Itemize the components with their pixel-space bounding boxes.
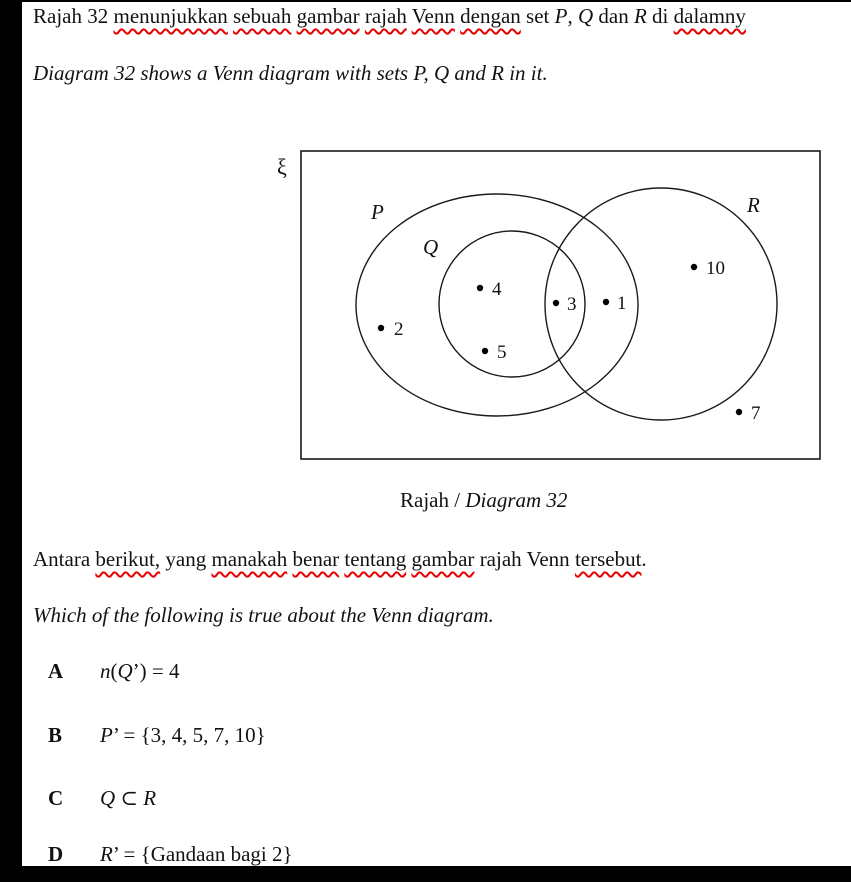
element-label: 2 bbox=[394, 319, 404, 340]
text-part: Antara bbox=[33, 547, 96, 571]
option-c bbox=[48, 785, 156, 811]
text-part: gambar bbox=[411, 547, 475, 571]
text-part: ’ = {3, 4, 5, 7, 10} bbox=[112, 723, 266, 747]
text-part: , bbox=[567, 4, 578, 28]
element-label: 3 bbox=[567, 294, 577, 315]
text-part: gambar bbox=[296, 4, 360, 28]
option-b-letter: B bbox=[48, 723, 63, 747]
text-part: manakah bbox=[211, 547, 288, 571]
text-part: n bbox=[100, 659, 111, 683]
question-line-english: Which of the following is true about the Venn diagram. bbox=[33, 603, 494, 627]
element-label: 10 bbox=[706, 258, 725, 279]
element-label: 7 bbox=[751, 403, 761, 424]
text-part: yang bbox=[160, 547, 212, 571]
left-crop-bar bbox=[0, 0, 22, 882]
text-part: benar bbox=[292, 547, 340, 571]
text-part: Rajah 32 bbox=[33, 4, 114, 28]
top-crop-bar bbox=[0, 0, 851, 2]
set-q-label: Q bbox=[423, 235, 439, 259]
intro-line-english: Diagram 32 shows a Venn diagram with sets P, Q and R in it. bbox=[33, 61, 548, 85]
element-dot bbox=[378, 325, 384, 331]
text-part: P bbox=[554, 4, 568, 28]
text-part: } bbox=[282, 842, 293, 866]
text-part: di bbox=[646, 4, 674, 28]
text-part: rajah Venn bbox=[474, 547, 575, 571]
text-part: tersebut bbox=[574, 547, 642, 571]
option-d-letter: D bbox=[48, 842, 64, 866]
text-part: dan bbox=[593, 4, 634, 28]
set-p-label: P bbox=[371, 200, 384, 224]
text-part: Venn bbox=[411, 4, 455, 28]
option-a bbox=[48, 658, 180, 684]
text-part: berikut, bbox=[95, 547, 161, 571]
text-part: ( bbox=[110, 659, 118, 683]
option-b-text bbox=[100, 723, 266, 747]
element-dot bbox=[477, 285, 483, 291]
bottom-crop-bar bbox=[0, 866, 851, 882]
text-part: tentang bbox=[344, 547, 407, 571]
option-c-text bbox=[100, 786, 156, 810]
text-part: dalamny bbox=[673, 4, 746, 28]
option-c-letter: C bbox=[48, 786, 64, 810]
option-a-letter: A bbox=[48, 659, 64, 683]
text-part: R bbox=[143, 786, 157, 810]
caption-plain: Rajah / bbox=[400, 488, 466, 512]
option-d-text bbox=[100, 842, 293, 866]
set-p-ellipse bbox=[356, 194, 638, 416]
text-part: rajah bbox=[364, 4, 407, 28]
text-part: Q bbox=[117, 659, 133, 683]
universal-set-box bbox=[301, 151, 820, 459]
text-part: sebuah bbox=[233, 4, 292, 28]
text-part: ’) = 4 bbox=[132, 659, 180, 683]
text-part: Q bbox=[577, 4, 594, 28]
question-line-malay bbox=[33, 546, 647, 572]
universal-set-label: ξ bbox=[277, 154, 287, 179]
set-r-label: R bbox=[747, 193, 760, 217]
element-dot bbox=[691, 264, 697, 270]
set-q-circle bbox=[439, 231, 585, 377]
element-dot bbox=[553, 300, 559, 306]
element-label: 4 bbox=[492, 279, 502, 300]
text-part: P bbox=[100, 723, 113, 747]
set-r-circle bbox=[545, 188, 777, 420]
text-part: Q bbox=[100, 786, 116, 810]
text-part: dengan bbox=[460, 4, 521, 28]
element-dot bbox=[736, 409, 742, 415]
text-part: R bbox=[633, 4, 647, 28]
caption-italic: Diagram 32 bbox=[465, 488, 568, 512]
option-d bbox=[48, 841, 293, 867]
text-part: . bbox=[641, 547, 647, 571]
option-a-text bbox=[100, 659, 180, 683]
diagram-caption bbox=[400, 487, 567, 513]
element-label: 1 bbox=[617, 293, 627, 314]
element-dot bbox=[603, 299, 609, 305]
option-b bbox=[48, 722, 266, 748]
text-part: menunjukkan bbox=[113, 4, 228, 28]
text-part: Gandaan bagi 2 bbox=[150, 842, 283, 866]
element-dot bbox=[482, 348, 488, 354]
text-part: set bbox=[520, 4, 555, 28]
venn-diagram bbox=[260, 140, 830, 470]
intro-line-malay bbox=[33, 3, 746, 29]
text-part: R bbox=[100, 842, 113, 866]
text-part: ⊂ bbox=[115, 786, 144, 810]
element-label: 5 bbox=[497, 342, 507, 363]
text-part: ’ = { bbox=[112, 842, 151, 866]
